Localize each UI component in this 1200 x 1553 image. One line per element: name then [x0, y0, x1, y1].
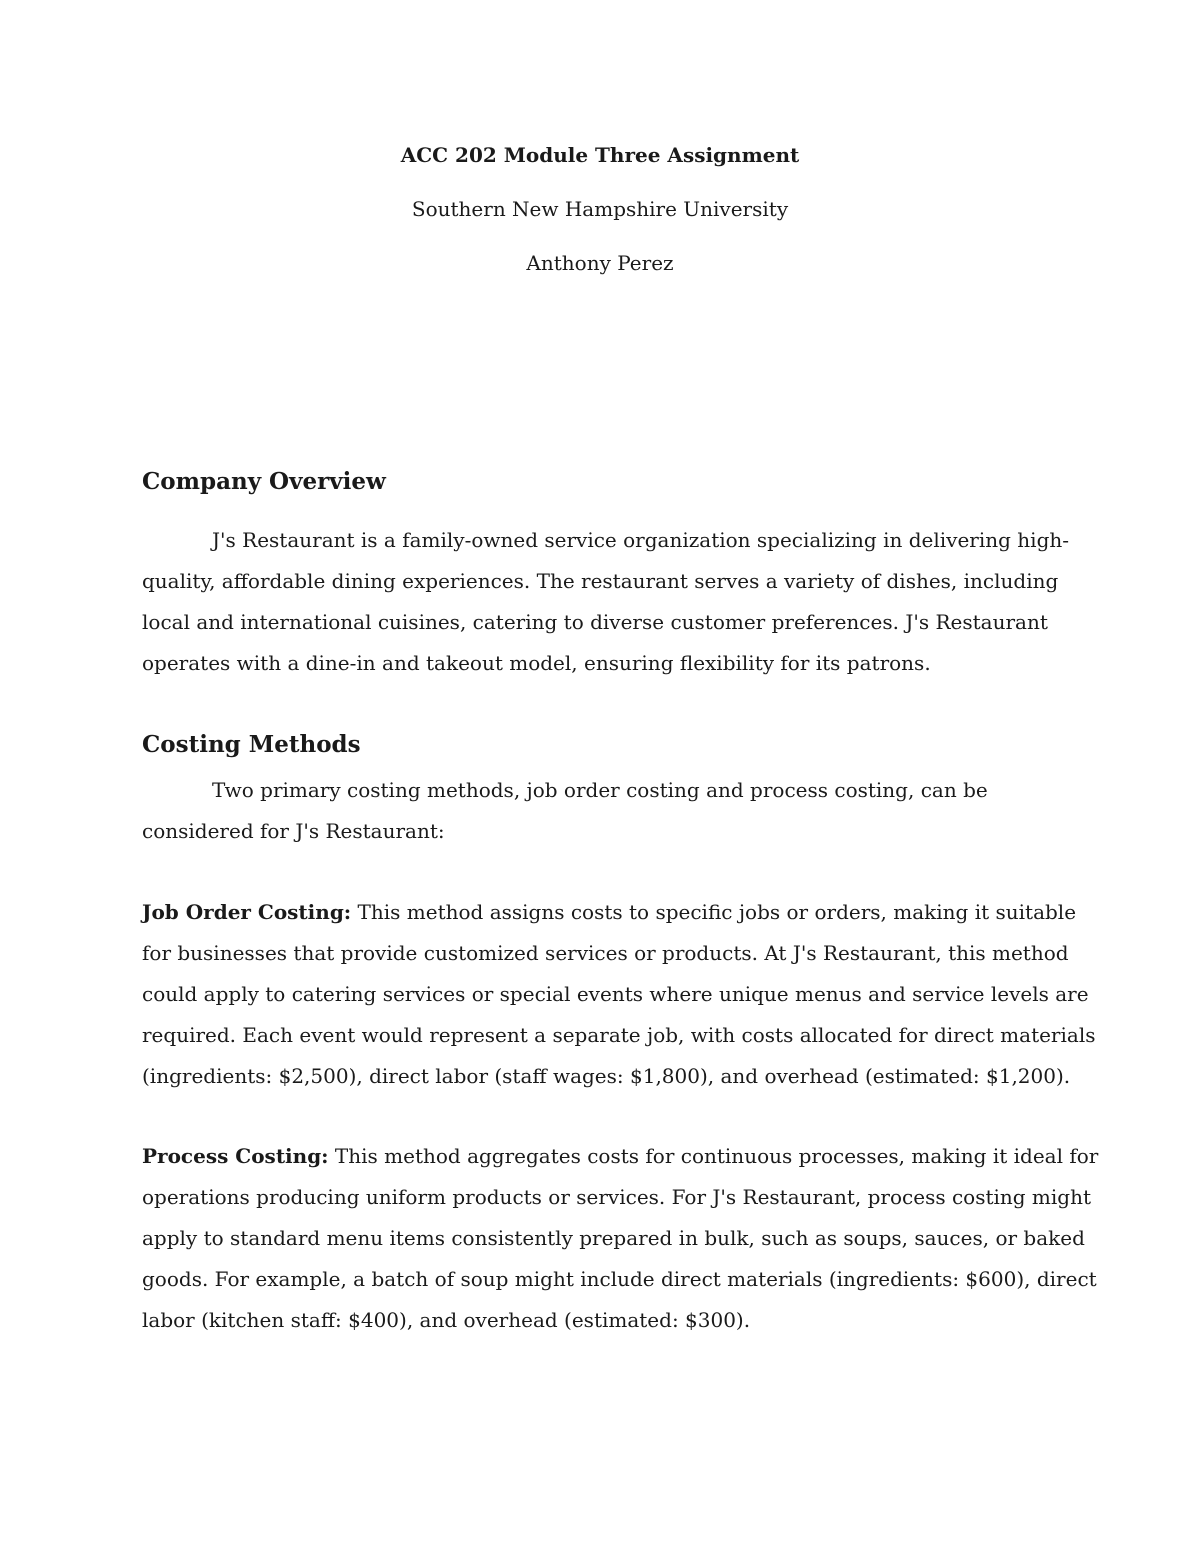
paragraph-line: Two primary costing methods, job order costing and process costing, can be	[212, 778, 988, 802]
document-title: ACC 202 Module Three Assignment	[400, 143, 800, 167]
paragraph-line	[142, 1136, 1099, 1177]
paragraph-line: required. Each event would represent a separate job, with costs allocated for direct materials	[142, 1023, 1096, 1047]
paragraph-line: operations producing uniform products or services. For J's Restaurant, process costing might	[142, 1185, 1092, 1209]
paragraph-line	[142, 892, 1077, 933]
paragraph-line: labor (kitchen staff: $400), and overhead (estimated: $300).	[142, 1308, 751, 1332]
author-name: Anthony Perez	[526, 251, 674, 275]
paragraph-line: could apply to catering services or special events where unique menus and service levels are	[142, 982, 1089, 1006]
paragraph-line: local and international cuisines, catering to diverse customer preferences. J's Restaurant	[142, 610, 1048, 634]
company-overview-heading: Company Overview	[142, 468, 386, 495]
paragraph-line: J's Restaurant is a family-owned service organization specializing in delivering high-	[212, 528, 1070, 552]
paragraph-line: for businesses that provide customized services or products. At J's Restaurant, this method	[142, 941, 1069, 965]
process-costing-term: Process Costing:	[142, 1144, 329, 1168]
paragraph-line: operates with a dine-in and takeout model, ensuring flexibility for its patrons.	[142, 651, 931, 675]
costing-methods-section	[142, 730, 1052, 760]
job-order-costing-term: Job Order Costing:	[142, 900, 352, 924]
paragraph-text: This method assigns costs to specific jobs or orders, making it suitable	[351, 900, 1077, 924]
paragraph-line: apply to standard menu items consistently prepared in bulk, such as soups, sauces, or baked	[142, 1226, 1085, 1250]
costing-methods-heading: Costing Methods	[142, 731, 361, 758]
paragraph-line: quality, affordable dining experiences. The restaurant serves a variety of dishes, including	[142, 569, 1059, 593]
process-costing-paragraph	[142, 1136, 1099, 1341]
company-overview-paragraph	[142, 520, 1070, 684]
paragraph-text: This method aggregates costs for continuous processes, making it ideal for	[328, 1144, 1099, 1168]
job-order-costing-paragraph	[142, 892, 1096, 1097]
institution-name: Southern New Hampshire University	[411, 197, 789, 221]
paragraph-line: (ingredients: $2,500), direct labor (staff wages: $1,800), and overhead (estimated: $1,200).	[142, 1064, 1071, 1088]
paragraph-line: goods. For example, a batch of soup might include direct materials (ingredients: $600), direct	[142, 1267, 1097, 1291]
costing-methods-intro	[142, 770, 1052, 852]
company-overview-section	[142, 467, 1052, 497]
paragraph-line: considered for J's Restaurant:	[142, 819, 445, 843]
